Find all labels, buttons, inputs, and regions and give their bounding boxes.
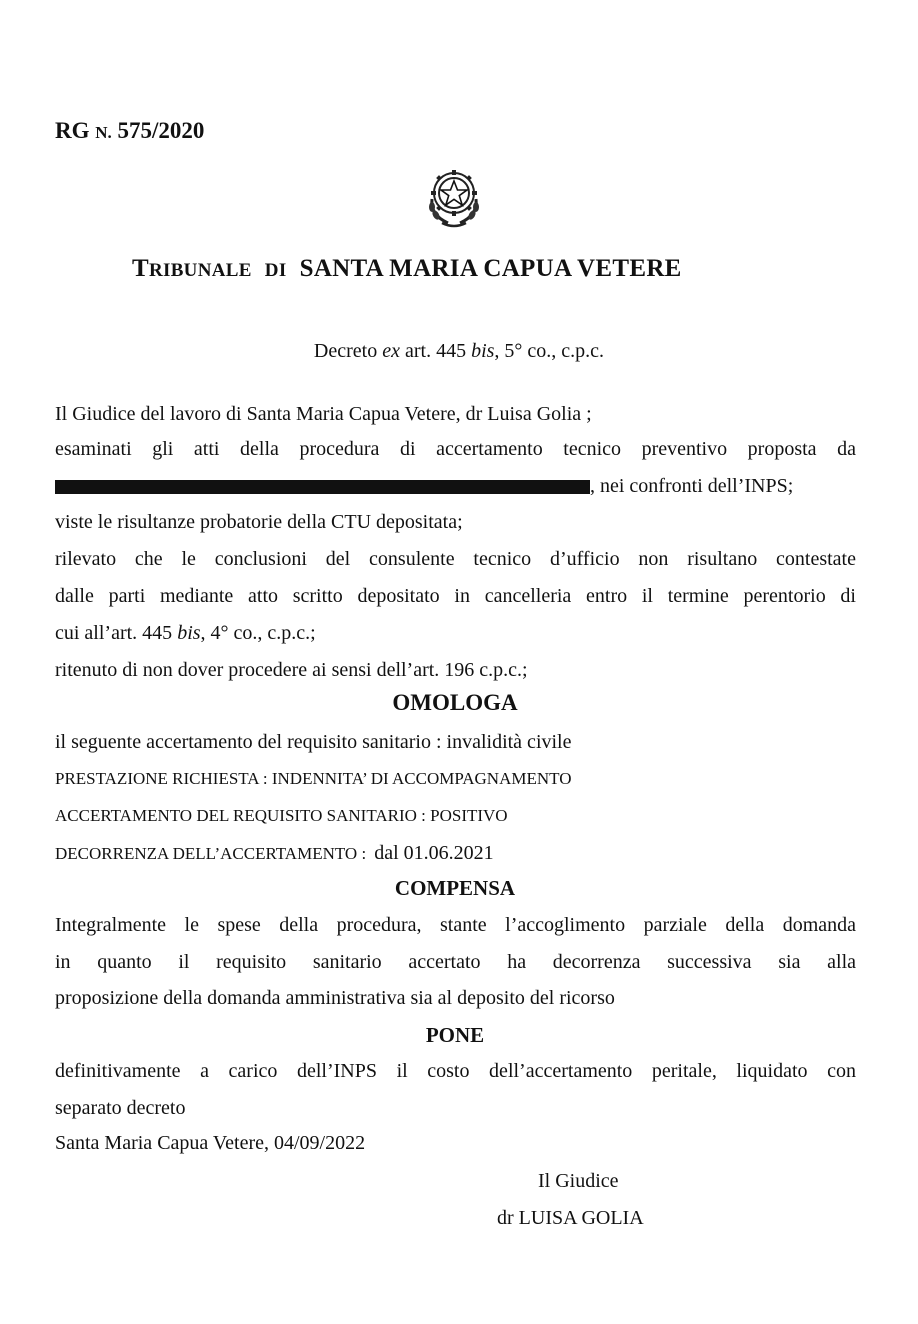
- decree-title-part1: Decreto: [313, 340, 383, 362]
- compensa-line-3: proposizione della domanda amministrativa sia al deposito del ricorso: [55, 987, 615, 1009]
- body-line-2: esaminati gli atti della procedura di accertamento tecnico preventivo proposta da: [55, 438, 856, 460]
- body-line-7: [55, 622, 316, 645]
- court-word-rest: RIBUNALE: [148, 260, 252, 281]
- case-number-prefix: RG: [55, 118, 90, 143]
- omologa-line-3: ACCERTAMENTO DEL REQUISITO SANITARIO : POSITIVO: [55, 806, 508, 825]
- body-line-7-a: cui all’art. 445: [55, 622, 178, 644]
- compensa-line-1: Integralmente le spese della procedura, stante l’accoglimento parziale della domanda: [55, 914, 856, 936]
- omologa-line-4-label: DECORRENZA DELL’ACCERTAMENTO :: [55, 844, 367, 863]
- decree-title-ex: ex: [382, 340, 400, 362]
- signature-role: Il Giudice: [538, 1170, 619, 1192]
- body-line-8: ritenuto di non dover procedere ai sensi dell’art. 196 c.p.c.;: [55, 659, 528, 681]
- compensa-heading: COMPENSA: [394, 876, 516, 900]
- decree-title-part2: art. 445: [399, 340, 472, 362]
- body-line-6: dalle parti mediante atto scritto depositato in cancelleria entro il termine perentorio di: [55, 585, 856, 607]
- body-line-1: Il Giudice del lavoro di Santa Maria Capua Vetere, dr Luisa Golia ;: [55, 403, 592, 425]
- body-line-7-b: , 4° co., c.p.c.;: [200, 622, 316, 644]
- omologa-line-1: il seguente accertamento del requisito sanitario : invalidità civile: [55, 731, 572, 753]
- redacted-party-name: [55, 480, 590, 494]
- court-heading: [132, 255, 682, 283]
- pone-heading: PONE: [425, 1023, 485, 1047]
- place-date: Santa Maria Capua Vetere, 04/09/2022: [55, 1132, 366, 1154]
- body-line-5: rilevato che le conclusioni del consulente tecnico d’ufficio non risultano contestate: [55, 548, 856, 570]
- omologa-line-2: PRESTAZIONE RICHIESTA : INDENNITA’ DI ACCOMPAGNAMENTO: [55, 769, 572, 788]
- case-number: [55, 118, 204, 144]
- pone-line-2: separato decreto: [55, 1097, 186, 1119]
- omologa-heading: OMOLOGA: [392, 690, 518, 715]
- decree-title: [0, 340, 918, 363]
- case-number-small: N.: [95, 123, 112, 142]
- court-city: SANTA MARIA CAPUA VETERE: [299, 255, 682, 282]
- omologa-line-4: [55, 842, 494, 865]
- italian-republic-emblem-icon: [420, 163, 488, 231]
- court-word-initial: T: [132, 255, 149, 282]
- decree-title-part3: , 5° co., c.p.c.: [494, 340, 605, 362]
- pone-line-1: definitivamente a carico dell’INPS il costo dell’accertamento peritale, liquidato con: [55, 1060, 856, 1082]
- compensa-line-2: in quanto il requisito sanitario accertato ha decorrenza successiva sia alla: [55, 951, 856, 973]
- body-line-4: viste le risultanze probatorie della CTU depositata;: [55, 511, 463, 533]
- case-number-value: 575/2020: [117, 118, 205, 143]
- decree-title-bis: bis: [471, 340, 495, 362]
- omologa-line-4-value: dal 01.06.2021: [374, 842, 494, 864]
- body-line-3: [55, 475, 793, 498]
- body-line-3-suffix: , nei confronti dell’INPS;: [590, 475, 794, 497]
- court-di: DI: [264, 260, 287, 281]
- body-line-7-bis: bis: [177, 622, 201, 644]
- signature-name: dr LUISA GOLIA: [497, 1207, 644, 1229]
